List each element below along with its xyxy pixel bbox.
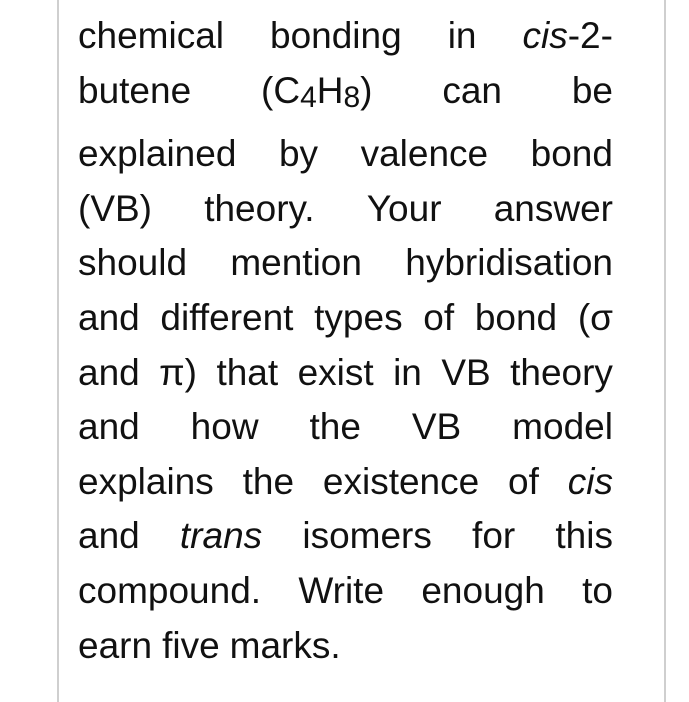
word: hybridisation xyxy=(405,242,613,283)
word: earn xyxy=(78,625,153,666)
text-line-9 xyxy=(78,460,613,504)
word: should xyxy=(78,242,188,283)
word: Your xyxy=(366,188,442,229)
word: mention xyxy=(230,242,362,283)
text-line-10 xyxy=(78,514,613,558)
word: marks. xyxy=(229,625,341,666)
word: theory xyxy=(510,352,613,393)
word: existence xyxy=(322,461,480,502)
word: of xyxy=(508,461,539,502)
word: for xyxy=(472,515,516,556)
word: bond xyxy=(530,133,613,174)
word: explains xyxy=(78,461,214,502)
text-line-8 xyxy=(78,405,613,449)
text-line-4 xyxy=(78,187,613,231)
text-line-3 xyxy=(78,132,613,176)
word: VB xyxy=(441,352,491,393)
formula: (C4H8) xyxy=(261,70,373,114)
word: be xyxy=(571,70,613,111)
word: butene xyxy=(78,70,192,111)
word: different xyxy=(160,297,294,338)
word: this xyxy=(555,515,613,556)
word: model xyxy=(512,406,613,447)
word: and xyxy=(78,406,140,447)
word: the xyxy=(242,461,295,502)
word: by xyxy=(278,133,319,174)
word: Write xyxy=(298,570,385,611)
word: explained xyxy=(78,133,237,174)
word: answer xyxy=(493,188,613,229)
word: VB xyxy=(411,406,462,447)
text-line-7 xyxy=(78,351,613,395)
word: (VB) xyxy=(78,188,152,229)
word: bonding xyxy=(270,15,402,56)
word: π) xyxy=(159,352,198,393)
word: bond xyxy=(474,297,558,338)
word: can xyxy=(442,70,502,111)
word: and xyxy=(78,352,140,393)
word: in xyxy=(393,352,422,393)
word: enough xyxy=(421,570,545,611)
word: exist xyxy=(297,352,374,393)
word-italic: trans xyxy=(179,515,263,556)
word-cis-2: cis-2- xyxy=(522,15,613,56)
word: and xyxy=(78,297,140,338)
text-line-12 xyxy=(78,624,613,668)
word: in xyxy=(447,15,477,56)
word: theory. xyxy=(204,188,315,229)
word: to xyxy=(582,570,613,611)
word: chemical xyxy=(78,15,224,56)
word: isomers xyxy=(302,515,432,556)
text-line-5 xyxy=(78,241,613,285)
text-line-2 xyxy=(78,69,613,113)
word: the xyxy=(309,406,361,447)
word: compound. xyxy=(78,570,262,611)
text-line-11 xyxy=(78,569,613,613)
word: valence xyxy=(360,133,489,174)
word: five xyxy=(162,625,220,666)
word-italic: cis xyxy=(567,461,613,502)
word: and xyxy=(78,515,140,556)
word: that xyxy=(216,352,279,393)
word: (σ xyxy=(577,297,613,338)
text-line-1 xyxy=(78,14,613,58)
word: types xyxy=(314,297,403,338)
word: how xyxy=(190,406,259,447)
word: of xyxy=(423,297,455,338)
text-line-6 xyxy=(78,296,613,340)
